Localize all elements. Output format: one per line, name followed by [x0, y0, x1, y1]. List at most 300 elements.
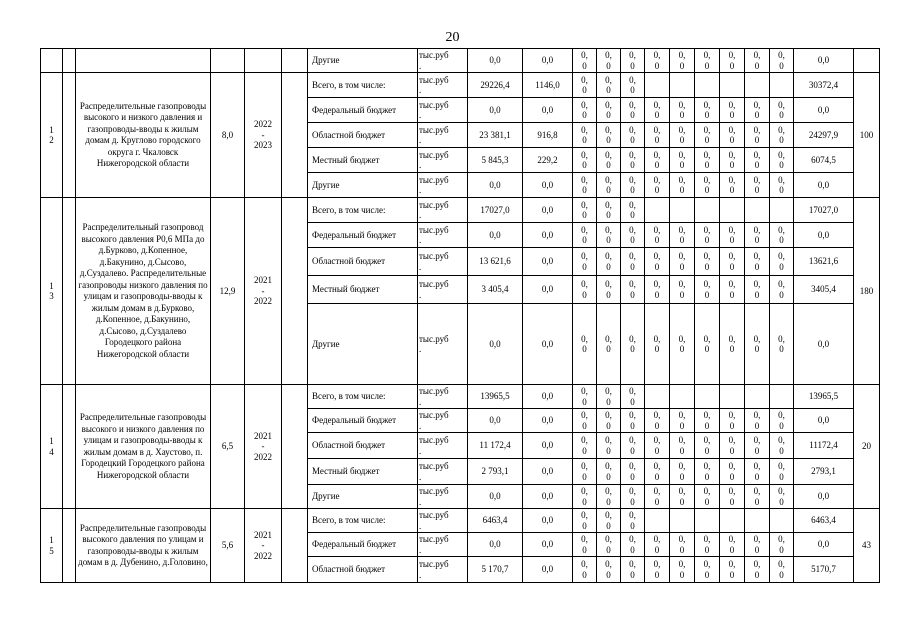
item-years: 2021 - 2022 — [245, 385, 282, 509]
row-label: Федеральный бюджет — [308, 533, 418, 557]
value-cell: 0, 0 — [745, 485, 770, 509]
value-cell: 0,0 — [523, 433, 573, 459]
unit-cell: тыс.руб . — [418, 223, 468, 248]
value-cell: 0, 0 — [745, 173, 770, 198]
value-cell — [695, 509, 720, 533]
value-cell: 2 793,1 — [468, 459, 523, 485]
value-cell: 0, 0 — [720, 533, 745, 557]
value-cell: 0, 0 — [645, 409, 670, 433]
table-cell — [211, 49, 245, 73]
value-cell: 0, 0 — [573, 198, 597, 223]
value-cell: 0,0 — [523, 409, 573, 433]
unit-cell: тыс.руб . — [418, 509, 468, 533]
value-cell: 229,2 — [523, 148, 573, 173]
value-cell: 0, 0 — [645, 248, 670, 276]
value-cell: 0, 0 — [573, 73, 597, 98]
value-cell: 0, 0 — [670, 276, 695, 304]
item-description: Распределительные газопроводы высокого и низкого давления по улицам и газопроводы-вводы к жилым домам в д. Хаустово, п. Городецкий Городецкого района Нижегородской области — [76, 385, 211, 509]
value-cell: 17027,0 — [468, 198, 523, 223]
unit-cell: тыс.руб . — [418, 385, 468, 409]
value-cell: 0, 0 — [645, 223, 670, 248]
unit-cell: тыс.руб . — [418, 485, 468, 509]
value-cell: 0, 0 — [621, 409, 645, 433]
value-cell: 0, 0 — [597, 49, 621, 73]
value-cell: 0, 0 — [670, 485, 695, 509]
value-cell: 0, 0 — [621, 148, 645, 173]
row-label: Областной бюджет — [308, 433, 418, 459]
value-cell: 0, 0 — [670, 409, 695, 433]
value-cell: 0, 0 — [745, 98, 770, 123]
total-cell: 0,0 — [794, 223, 854, 248]
table-cell — [282, 385, 308, 509]
item-number: 1 4 — [41, 385, 63, 509]
value-cell: 0, 0 — [621, 98, 645, 123]
value-cell: 0, 0 — [597, 304, 621, 385]
value-cell: 0, 0 — [770, 248, 794, 276]
value-cell: 0, 0 — [720, 223, 745, 248]
value-cell: 0, 0 — [695, 485, 720, 509]
value-cell: 0, 0 — [770, 98, 794, 123]
value-cell: 0, 0 — [745, 276, 770, 304]
value-cell: 0, 0 — [670, 433, 695, 459]
value-cell: 0, 0 — [745, 409, 770, 433]
table-cell — [282, 49, 308, 73]
row-label: Областной бюджет — [308, 557, 418, 583]
value-cell: 0, 0 — [597, 248, 621, 276]
item-description: Распределительный газопровод высокого давления Р0,6 МПа до д.Бурково, д.Копенное, д.Бакунино, д.Сысово, д.Суздалево. Распределительные газопроводы низкого давления по улицам и газопроводы-вводы к жилым домам в д.Бурково, д.Копенное, д.Бакунино, д.Сысово, д.Суздалево Городецкого района Нижегородской области — [76, 198, 211, 385]
value-cell: 0, 0 — [621, 248, 645, 276]
value-cell: 0, 0 — [621, 485, 645, 509]
value-cell: 0, 0 — [695, 533, 720, 557]
value-cell: 0, 0 — [770, 485, 794, 509]
total-cell: 13621,6 — [794, 248, 854, 276]
value-cell: 0, 0 — [695, 248, 720, 276]
total-cell: 3405,4 — [794, 276, 854, 304]
unit-cell: тыс.руб . — [418, 73, 468, 98]
value-cell: 0, 0 — [670, 98, 695, 123]
value-cell: 0, 0 — [770, 557, 794, 583]
value-cell: 0, 0 — [695, 459, 720, 485]
item-result: 20 — [854, 385, 880, 509]
value-cell: 0, 0 — [770, 304, 794, 385]
value-cell: 0, 0 — [645, 98, 670, 123]
value-cell: 0, 0 — [695, 223, 720, 248]
row-label: Местный бюджет — [308, 148, 418, 173]
value-cell: 0, 0 — [670, 304, 695, 385]
value-cell: 0,0 — [468, 173, 523, 198]
value-cell: 0, 0 — [621, 385, 645, 409]
value-cell: 0, 0 — [720, 173, 745, 198]
value-cell: 0, 0 — [621, 198, 645, 223]
value-cell: 5 845,3 — [468, 148, 523, 173]
value-cell: 0, 0 — [573, 248, 597, 276]
value-cell: 0, 0 — [670, 49, 695, 73]
value-cell: 0,0 — [468, 485, 523, 509]
value-cell: 0, 0 — [597, 433, 621, 459]
item-length: 8,0 — [211, 73, 245, 198]
value-cell: 0, 0 — [645, 123, 670, 148]
value-cell: 13965,5 — [468, 385, 523, 409]
unit-cell: тыс.руб . — [418, 148, 468, 173]
table-row — [41, 198, 880, 223]
table-row — [41, 73, 880, 98]
value-cell: 3 405,4 — [468, 276, 523, 304]
value-cell: 0, 0 — [621, 509, 645, 533]
value-cell: 0, 0 — [745, 557, 770, 583]
value-cell: 0, 0 — [695, 123, 720, 148]
value-cell: 0, 0 — [573, 433, 597, 459]
value-cell: 0, 0 — [695, 304, 720, 385]
row-label: Областной бюджет — [308, 123, 418, 148]
item-length: 12,9 — [211, 198, 245, 385]
value-cell: 0,0 — [468, 304, 523, 385]
value-cell: 0, 0 — [573, 98, 597, 123]
value-cell: 0, 0 — [770, 459, 794, 485]
value-cell: 0,0 — [523, 173, 573, 198]
value-cell: 0, 0 — [770, 173, 794, 198]
row-label: Федеральный бюджет — [308, 409, 418, 433]
value-cell: 0, 0 — [670, 248, 695, 276]
value-cell — [745, 385, 770, 409]
value-cell: 0, 0 — [720, 459, 745, 485]
value-cell: 0, 0 — [770, 433, 794, 459]
value-cell: 0, 0 — [645, 49, 670, 73]
unit-cell: тыс.руб . — [418, 459, 468, 485]
value-cell: 0, 0 — [573, 385, 597, 409]
table-cell — [63, 73, 76, 198]
value-cell — [745, 509, 770, 533]
value-cell: 0,0 — [468, 533, 523, 557]
value-cell: 0, 0 — [621, 276, 645, 304]
table-cell — [854, 49, 880, 73]
value-cell: 0, 0 — [695, 98, 720, 123]
unit-cell: тыс.руб . — [418, 98, 468, 123]
value-cell: 0, 0 — [597, 509, 621, 533]
value-cell: 0, 0 — [745, 533, 770, 557]
value-cell: 0, 0 — [621, 73, 645, 98]
row-label: Другие — [308, 485, 418, 509]
value-cell — [720, 385, 745, 409]
value-cell: 0, 0 — [597, 409, 621, 433]
row-label: Местный бюджет — [308, 459, 418, 485]
total-cell: 30372,4 — [794, 73, 854, 98]
total-cell: 0,0 — [794, 49, 854, 73]
value-cell: 5 170,7 — [468, 557, 523, 583]
total-cell: 0,0 — [794, 409, 854, 433]
value-cell: 0,0 — [523, 248, 573, 276]
value-cell — [670, 73, 695, 98]
value-cell: 0, 0 — [645, 276, 670, 304]
value-cell: 1146,0 — [523, 73, 573, 98]
item-years: 2022 - 2023 — [245, 73, 282, 198]
item-description: Распределительные газопроводы высокого и низкого давления и газопроводы-вводы к жилым домам д. Круглово городского округа г. Чкаловск Нижегородской области — [76, 73, 211, 198]
value-cell: 0, 0 — [770, 223, 794, 248]
page-number: 20 — [445, 30, 460, 45]
value-cell: 0, 0 — [645, 485, 670, 509]
item-length: 6,5 — [211, 385, 245, 509]
value-cell: 0, 0 — [720, 123, 745, 148]
value-cell — [770, 73, 794, 98]
value-cell: 0,0 — [468, 49, 523, 73]
unit-cell: тыс.руб . — [418, 276, 468, 304]
total-cell: 0,0 — [794, 173, 854, 198]
item-result: 100 — [854, 73, 880, 198]
value-cell — [645, 509, 670, 533]
value-cell: 0, 0 — [645, 173, 670, 198]
value-cell: 0, 0 — [770, 123, 794, 148]
value-cell: 0, 0 — [695, 173, 720, 198]
value-cell — [720, 509, 745, 533]
value-cell: 0, 0 — [621, 123, 645, 148]
table-cell — [63, 198, 76, 385]
total-cell: 0,0 — [794, 533, 854, 557]
value-cell: 0, 0 — [573, 276, 597, 304]
value-cell: 0, 0 — [670, 533, 695, 557]
value-cell — [695, 198, 720, 223]
value-cell: 0, 0 — [670, 123, 695, 148]
total-cell: 6074,5 — [794, 148, 854, 173]
item-length: 5,6 — [211, 509, 245, 583]
row-label: Всего, в том числе: — [308, 509, 418, 533]
total-cell: 17027,0 — [794, 198, 854, 223]
value-cell: 0, 0 — [745, 248, 770, 276]
item-result: 180 — [854, 198, 880, 385]
total-cell: 5170,7 — [794, 557, 854, 583]
row-label: Всего, в том числе: — [308, 198, 418, 223]
unit-cell: тыс.руб . — [418, 409, 468, 433]
value-cell: 0, 0 — [720, 49, 745, 73]
value-cell: 0, 0 — [745, 433, 770, 459]
value-cell: 0, 0 — [573, 304, 597, 385]
table-row — [41, 385, 880, 409]
value-cell: 0, 0 — [670, 557, 695, 583]
value-cell: 0,0 — [468, 98, 523, 123]
value-cell: 0,0 — [523, 557, 573, 583]
value-cell: 0, 0 — [720, 409, 745, 433]
value-cell: 0, 0 — [597, 557, 621, 583]
value-cell: 0,0 — [523, 304, 573, 385]
table-cell — [282, 73, 308, 198]
value-cell: 0, 0 — [770, 148, 794, 173]
value-cell: 0, 0 — [597, 533, 621, 557]
value-cell — [670, 509, 695, 533]
value-cell: 0, 0 — [597, 459, 621, 485]
value-cell: 0,0 — [523, 485, 573, 509]
total-cell: 13965,5 — [794, 385, 854, 409]
total-cell: 0,0 — [794, 485, 854, 509]
value-cell: 0, 0 — [573, 533, 597, 557]
value-cell: 0, 0 — [695, 49, 720, 73]
table-cell — [63, 385, 76, 509]
value-cell: 0,0 — [468, 223, 523, 248]
value-cell: 0, 0 — [573, 509, 597, 533]
value-cell: 0, 0 — [720, 485, 745, 509]
value-cell: 0, 0 — [621, 49, 645, 73]
value-cell: 916,8 — [523, 123, 573, 148]
total-cell: 6463,4 — [794, 509, 854, 533]
value-cell: 0,0 — [523, 223, 573, 248]
value-cell: 0, 0 — [573, 148, 597, 173]
item-years: 2021 - 2022 — [245, 198, 282, 385]
value-cell: 0, 0 — [645, 433, 670, 459]
unit-cell: тыс.руб . — [418, 198, 468, 223]
row-label: Областной бюджет — [308, 248, 418, 276]
table-cell — [245, 49, 282, 73]
total-cell: 0,0 — [794, 98, 854, 123]
unit-cell: тыс.руб . — [418, 533, 468, 557]
value-cell: 0,0 — [468, 409, 523, 433]
value-cell: 0, 0 — [645, 533, 670, 557]
value-cell — [695, 73, 720, 98]
value-cell: 0, 0 — [573, 409, 597, 433]
value-cell: 13 621,6 — [468, 248, 523, 276]
value-cell: 0, 0 — [770, 276, 794, 304]
item-number: 1 5 — [41, 509, 63, 583]
value-cell: 0, 0 — [770, 409, 794, 433]
table-cell — [282, 198, 308, 385]
row-label: Федеральный бюджет — [308, 223, 418, 248]
value-cell: 0, 0 — [720, 248, 745, 276]
value-cell: 0, 0 — [597, 98, 621, 123]
value-cell: 0, 0 — [573, 485, 597, 509]
value-cell: 0, 0 — [720, 557, 745, 583]
value-cell: 0, 0 — [597, 385, 621, 409]
value-cell — [695, 385, 720, 409]
value-cell: 23 381,1 — [468, 123, 523, 148]
value-cell: 0, 0 — [573, 459, 597, 485]
row-label: Другие — [308, 173, 418, 198]
value-cell: 0, 0 — [621, 533, 645, 557]
value-cell: 0, 0 — [770, 49, 794, 73]
table-row — [41, 509, 880, 533]
value-cell: 0, 0 — [695, 148, 720, 173]
value-cell: 0,0 — [523, 509, 573, 533]
value-cell — [770, 198, 794, 223]
unit-cell: тыс.руб . — [418, 123, 468, 148]
table-cell — [63, 509, 76, 583]
value-cell: 0, 0 — [745, 49, 770, 73]
table-row — [41, 49, 880, 73]
value-cell — [645, 198, 670, 223]
value-cell: 0, 0 — [745, 148, 770, 173]
unit-cell: тыс.руб . — [418, 433, 468, 459]
value-cell: 0, 0 — [621, 433, 645, 459]
value-cell: 0, 0 — [745, 459, 770, 485]
value-cell: 0, 0 — [720, 98, 745, 123]
value-cell: 0, 0 — [621, 459, 645, 485]
value-cell — [770, 509, 794, 533]
value-cell: 0,0 — [523, 533, 573, 557]
row-label: Местный бюджет — [308, 276, 418, 304]
value-cell: 0, 0 — [597, 148, 621, 173]
total-cell: 11172,4 — [794, 433, 854, 459]
total-cell: 0,0 — [794, 304, 854, 385]
table-cell — [63, 49, 76, 73]
value-cell: 0,0 — [523, 459, 573, 485]
value-cell: 0, 0 — [597, 73, 621, 98]
value-cell: 0, 0 — [597, 485, 621, 509]
value-cell: 0,0 — [523, 98, 573, 123]
value-cell — [720, 198, 745, 223]
value-cell: 0, 0 — [597, 276, 621, 304]
value-cell: 29226,4 — [468, 73, 523, 98]
value-cell — [745, 198, 770, 223]
value-cell: 0, 0 — [770, 533, 794, 557]
unit-cell: тыс.руб . — [418, 49, 468, 73]
value-cell: 0,0 — [523, 198, 573, 223]
value-cell — [720, 73, 745, 98]
value-cell: 0, 0 — [670, 459, 695, 485]
value-cell — [645, 73, 670, 98]
value-cell: 0, 0 — [670, 148, 695, 173]
value-cell — [770, 385, 794, 409]
value-cell: 0, 0 — [597, 198, 621, 223]
row-label: Всего, в том числе: — [308, 73, 418, 98]
value-cell: 0, 0 — [670, 223, 695, 248]
value-cell: 11 172,4 — [468, 433, 523, 459]
value-cell — [645, 385, 670, 409]
table-cell — [41, 49, 63, 73]
value-cell: 0, 0 — [695, 409, 720, 433]
value-cell: 0, 0 — [573, 223, 597, 248]
item-result: 43 — [854, 509, 880, 583]
total-cell: 24297,9 — [794, 123, 854, 148]
value-cell: 0, 0 — [670, 173, 695, 198]
value-cell: 0,0 — [523, 276, 573, 304]
value-cell: 0, 0 — [621, 223, 645, 248]
funding-table — [40, 48, 880, 583]
value-cell — [670, 198, 695, 223]
value-cell: 0, 0 — [597, 223, 621, 248]
value-cell: 0, 0 — [745, 123, 770, 148]
value-cell: 0, 0 — [695, 276, 720, 304]
row-label: Другие — [308, 304, 418, 385]
row-label: Другие — [308, 49, 418, 73]
value-cell: 0,0 — [523, 49, 573, 73]
table-cell — [282, 509, 308, 583]
value-cell: 0, 0 — [720, 433, 745, 459]
value-cell: 0, 0 — [597, 173, 621, 198]
value-cell: 0, 0 — [621, 173, 645, 198]
unit-cell: тыс.руб . — [418, 557, 468, 583]
value-cell: 0, 0 — [573, 557, 597, 583]
value-cell: 0, 0 — [573, 49, 597, 73]
value-cell: 0, 0 — [720, 276, 745, 304]
value-cell: 0, 0 — [745, 304, 770, 385]
item-number: 1 2 — [41, 73, 63, 198]
item-years: 2021 - 2022 — [245, 509, 282, 583]
value-cell: 0, 0 — [695, 433, 720, 459]
value-cell: 0, 0 — [720, 304, 745, 385]
value-cell: 0, 0 — [645, 557, 670, 583]
value-cell: 0, 0 — [573, 173, 597, 198]
value-cell: 0, 0 — [745, 223, 770, 248]
total-cell: 2793,1 — [794, 459, 854, 485]
row-label: Всего, в том числе: — [308, 385, 418, 409]
value-cell: 0, 0 — [645, 459, 670, 485]
unit-cell: тыс.руб . — [418, 173, 468, 198]
value-cell — [670, 385, 695, 409]
value-cell: 0, 0 — [720, 148, 745, 173]
item-number: 1 3 — [41, 198, 63, 385]
value-cell: 0,0 — [523, 385, 573, 409]
value-cell: 0, 0 — [621, 304, 645, 385]
value-cell: 0, 0 — [621, 557, 645, 583]
value-cell: 0, 0 — [645, 148, 670, 173]
unit-cell: тыс.руб . — [418, 248, 468, 276]
value-cell: 0, 0 — [573, 123, 597, 148]
item-description: Распределительные газопроводы высокого давления по улицам и газопроводы-вводы к жилым домам в д. Дубенино, д.Головино, — [76, 509, 211, 583]
